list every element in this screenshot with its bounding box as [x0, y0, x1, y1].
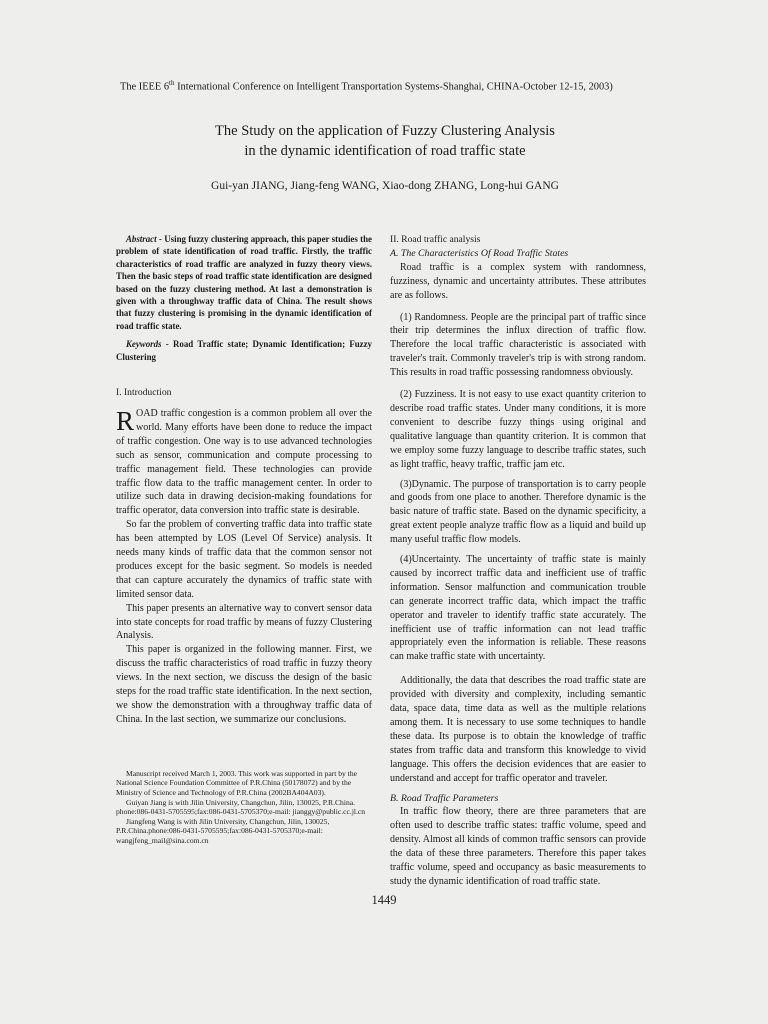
abstract-label: Abstract [126, 234, 157, 244]
footnote-author-1: Guiyan Jiang is with Jilin University, Changchun, Jilin, 130025, P.R.China. phone:086-0431-5705595;fax:086-0431-5705370;e-mail: jianggy@public.cc.jl.cn [116, 797, 366, 817]
intro-paragraph-3: This paper presents an alternative way to convert sensor data into state concepts for road traffic by means of fuzzy Clustering Analysis. [116, 602, 372, 642]
author-list: Gui-yan JIANG, Jiang-feng WANG, Xiao-dong ZHANG, Long-hui GANG [211, 180, 559, 192]
title-line-1: The Study on the application of Fuzzy Clustering Analysis [215, 123, 555, 139]
section-heading-road-traffic-analysis: II. Road traffic analysis [390, 234, 481, 245]
analysis-intro-paragraph: Road traffic is a complex system with randomness, fuzziness, dynamic and uncertainty attributes. These attributes are as follows. [390, 261, 646, 301]
uncertainty-paragraph: (4)Uncertainty. The uncertainty of traffic state is mainly caused by incorrect traffic data and inefficient use of traffic information. Sensor malfunction and communication trouble can generate incorrect traffic data, which impact the traffic operator and traveler to identify traffic state accurately. The inefficient use of traffic information can not lead traffic appropriately even the information is reliable. These reasons can make traffic state with uncertainty. [390, 554, 646, 663]
title-line-2: in the dynamic identification of road traffic state [244, 143, 526, 159]
keywords-label: Keywords [126, 339, 162, 350]
left-column [116, 233, 372, 846]
keywords [116, 338, 372, 363]
conference-header [120, 79, 660, 92]
conference-rest: International Conference on Intelligent Transportation Systems-Shanghai, CHINA-October 12-15, 2003) [174, 81, 613, 93]
abstract-text: - Using fuzzy clustering approach, this paper studies the problem of state identification of road traffic. Firstly, the traffic characteristics of road traffic are analyzed in fuzzy theory views. Then the basic steps of road traffic state identification are designed based on the fuzzy clustering method. At last a demonstration is given with a throughway traffic data of China. The result shows that fuzzy clustering is promising in the dynamic identification of road traffic state. [116, 234, 372, 331]
intro-paragraph-4: This paper is organized in the following manner. First, we discuss the traffic characteristics of road traffic in fuzzy theory views. In the next section, we discuss the design of the basic steps for the road traffic state identification. In the next section, we show the demonstration with a throughway traffic data of China. In the last section, we summarize our conclusions. [116, 644, 372, 725]
page-number: 1449 [371, 893, 397, 907]
abstract [116, 233, 372, 332]
subsection-heading-characteristics: A. The Characteristics Of Road Traffic States [390, 247, 569, 259]
intro-paragraph-1 [116, 407, 372, 518]
paper-title [150, 121, 620, 161]
subsection-heading-parameters: B. Road Traffic Parameters [390, 792, 499, 804]
dynamic-paragraph: (3)Dynamic. The purpose of transportation is to carry people and goods from one place to another. Therefore dynamic is the basic nature of traffic state. Based on the dynamic specificity, a great extent people analyze traffic flow as a liquid and build up many useful traffic flow models. [390, 478, 646, 546]
randomness-paragraph: (1) Randomness. People are the principal part of traffic since their trip determines the influx direction of traffic flow. Therefore the local traffic characteristic is associated with traveler's trait. Commonly traveler's trip is with strong random. This results in road traffic possessing randomness obviously. [390, 311, 646, 379]
footnote-manuscript: Manuscript received March 1, 2003. This work was supported in part by the National Science Foundation Committee of P.R.China (50178072) and by the Ministry of Science and Technology of P.R.China (2002BA404A03). [116, 768, 357, 797]
parameters-paragraph: In traffic flow theory, there are three parameters that are often used to describe traffic states: traffic volume, speed and density. Almost all kinds of common traffic sensors can provide the data of these three parameters. Therefore this paper takes traffic volume, speed and occupancy as basic measurements to study the dynamic identification of road traffic state. [390, 806, 646, 887]
intro-paragraph-2: So far the problem of converting traffic data into traffic state has been attempted by LOS (Level Of Service) analysis. It needs many kinds of traffic data that the common sensor not produces except for the basic segment. So models is needed that can capture accurately the dynamics of traffic state with limited sensor data. [116, 519, 372, 600]
right-column [390, 233, 646, 889]
footnotes [116, 769, 372, 846]
footnote-author-2: Jiangfeng Wang is with Jilin University, Changchun, Jilin, 130025, P.R.China.phone:086-0431-5705595;fax:086-0431-5705370;e-mail: wangjfeng_mail@sina.com.cn [116, 816, 330, 845]
fuzziness-paragraph: (2) Fuzziness. It is not easy to use exact quantity criterion to describe road traffic states. Under many conditions, it is more convenient to describe fuzzy things using original and qualitative language than quantity criterion. It is common that we employ some fuzzy language to describe traffic states, such as light traffic, heavy traffic, traffic jam etc. [390, 389, 646, 470]
conference-prefix: The IEEE 6 [120, 81, 170, 93]
additional-data-paragraph: Additionally, the data that describes the road traffic state are provided with diversity and complexity, including semantic data, space data, time data as well as the multiple relations among them. It is necessary to use some techniques to handle these data. Its purpose is to obtain the knowledge of traffic states from traffic data and transform this knowledge to vivid language. This offers the decision evidences that are easier to understand and accept for traffic operator and traveler. [390, 675, 646, 784]
keywords-text: - Road Traffic state; Dynamic Identification; Fuzzy Clustering [116, 339, 372, 362]
intro-paragraph-1-text: OAD traffic congestion is a common problem all over the world. Many efforts have been done to reduce the impact of traffic congestion. One way is to use advanced technologies such as sensor, communication and compute processing to traffic management field. These technologies can provide traffic flow data to the traffic management center. In order to utilize such data in drawing decision-making foundations for traffic operator, data conversion into traffic state is desirable. [116, 407, 372, 517]
section-heading-introduction: I. Introduction [116, 387, 172, 399]
conference-ordinal: th [169, 79, 175, 87]
drop-cap: R [116, 405, 135, 436]
